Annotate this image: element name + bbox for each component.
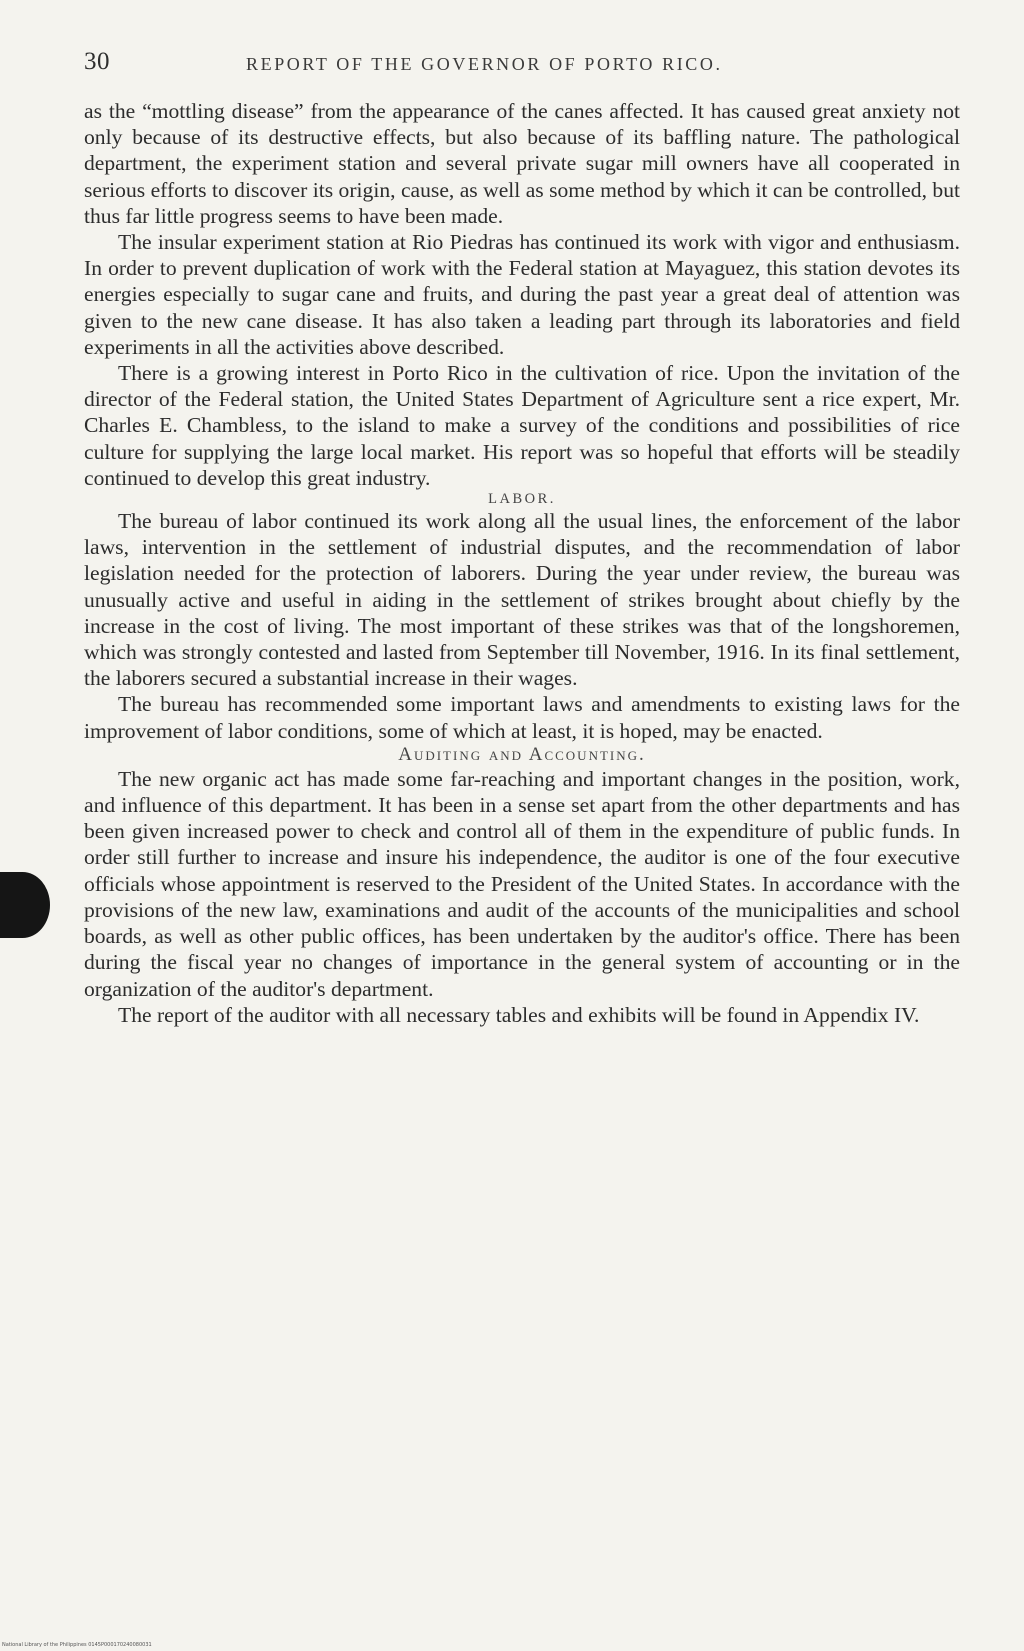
section-heading-labor: LABOR. xyxy=(488,491,556,508)
page-binding-shadow xyxy=(0,872,50,938)
body-paragraph: The bureau of labor continued its work along all the usual lines, the enforcement of the labor laws, intervention in the settlement of industrial disputes, and the recommendation of labor legislation needed for the protection of laborers. During the year under review, the bureau was unusually active and useful in aiding in the settlement of strikes brought about chiefly by the increase in the cost of living. The most important of these strikes was that of the longshoremen, which was strongly contested and lasted from September till November, 1916. In its final settlement, the laborers secured a substantial increase in their wages. xyxy=(84,509,960,691)
running-title: REPORT OF THE GOVERNOR OF PORTO RICO. xyxy=(246,54,723,74)
body-paragraph: The new organic act has made some far-reaching and important changes in the position, work, and influence of this department. It has been in a sense set apart from the other departments and has been given increased power to check and control all of them in the expenditure of public funds. In order still further to increase and insure his independence, the auditor is one of the four executive officials whose appointment is reserved to the President of the United States. In accordance with the provisions of the new law, examinations and audit of the accounts of the municipalities and school boards, as well as other public offices, has been undertaken by the auditor's office. There has been during the fiscal year no changes of importance in the general system of accounting or in the organization of the auditor's department. xyxy=(84,766,960,1001)
running-head xyxy=(84,44,960,84)
page-number: 30 xyxy=(84,48,110,75)
scan-credit-footer: National Library of the Philippines 0145P000170240080031 xyxy=(2,1642,152,1648)
body-paragraph: The insular experiment station at Rio Piedras has continued its work with vigor and enthusiasm. In order to prevent duplication of work with the Federal station at Mayaguez, this station devotes its energies especially to sugar cane and fruits, and during the past year a great deal of attention was given to the new cane disease. It has also taken a leading part through its laboratories and field experiments in all the activities above described. xyxy=(84,230,960,359)
body-paragraph: The report of the auditor with all necessary tables and exhibits will be found in Appendix IV. xyxy=(118,1002,920,1027)
document-page xyxy=(84,44,960,1028)
body-paragraph: The bureau has recommended some important laws and amendments to existing laws for the improvement of labor conditions, some of which at least, it is hoped, may be enacted. xyxy=(84,692,960,743)
section-heading-auditing: Auditing and Accounting. xyxy=(398,743,646,765)
body-paragraph: There is a growing interest in Porto Rico in the cultivation of rice. Upon the invitation of the director of the Federal station, the United States Department of Agriculture sent a rice expert, Mr. Charles E. Chambless, to the island to make a survey of the conditions and possibilities of rice culture for supplying the large local market. His report was so hopeful that efforts will be steadily continued to develop this great industry. xyxy=(84,361,960,490)
body-paragraph: as the “mottling disease” from the appearance of the canes affected. It has caused great anxiety not only because of its destructive effects, but also because of its baffling nature. The pathological department, the experiment station and several private sugar mill owners have all cooperated in serious efforts to discover its origin, cause, as well as some method by which it can be controlled, but thus far little progress seems to have been made. xyxy=(84,99,960,228)
